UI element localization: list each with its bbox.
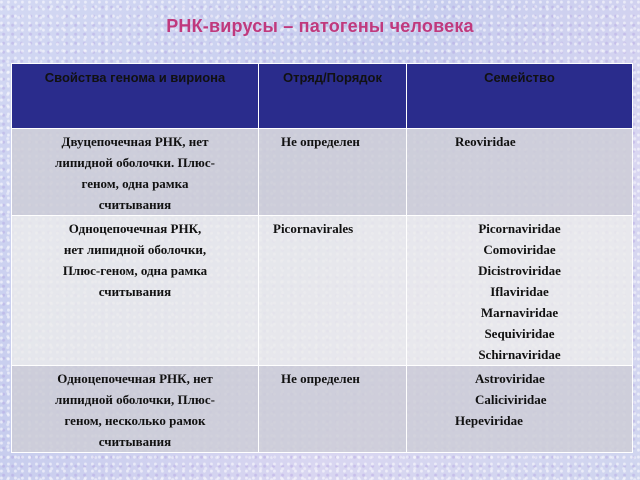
cell-family bbox=[407, 129, 633, 216]
text-line: считывания bbox=[98, 197, 172, 212]
cell-properties bbox=[12, 129, 259, 216]
order-value: Не определен bbox=[281, 134, 360, 149]
family-item: Picornaviridae bbox=[478, 221, 561, 236]
family-item: Reoviridae bbox=[455, 134, 516, 149]
order-value: Picornavirales bbox=[273, 221, 354, 236]
family-item: Sequiviridae bbox=[484, 326, 555, 341]
cell-order bbox=[259, 216, 407, 366]
family-item: Hepeviridae bbox=[455, 413, 523, 428]
text-line: липидной оболочки. Плюс- bbox=[55, 155, 215, 170]
cell-family bbox=[407, 216, 633, 366]
family-item: Iflaviridae bbox=[490, 284, 549, 299]
table-row bbox=[12, 216, 633, 366]
text-line: нет липидной оболочки, bbox=[63, 242, 207, 257]
text-line: Плюс-геном, одна рамка bbox=[62, 263, 208, 278]
text-line: липидной оболочки, Плюс- bbox=[55, 392, 215, 407]
virus-table bbox=[11, 63, 633, 453]
cell-order bbox=[259, 129, 407, 216]
order-value: Не определен bbox=[281, 371, 360, 386]
family-item: Marnaviridae bbox=[480, 305, 559, 320]
cell-family bbox=[407, 366, 633, 453]
cell-properties bbox=[12, 366, 259, 453]
table-header-row bbox=[12, 64, 633, 129]
header-properties: Свойства генома и вириона bbox=[12, 64, 259, 129]
cell-order bbox=[259, 366, 407, 453]
text-line: геном, одна рамка bbox=[81, 176, 189, 191]
family-item: Astroviridae bbox=[475, 371, 545, 386]
cell-properties bbox=[12, 216, 259, 366]
text-line: геном, несколько рамок bbox=[64, 413, 206, 428]
text-line: Одноцепочечная РНК, нет bbox=[57, 371, 213, 386]
text-line: Двуцепочечная РНК, нет bbox=[61, 134, 209, 149]
slide-title: РНК-вирусы – патогены человека bbox=[166, 16, 474, 36]
family-item: Schirnaviridae bbox=[478, 347, 561, 362]
header-order: Отряд/Порядок bbox=[259, 64, 407, 129]
header-family: Семейство bbox=[407, 64, 633, 129]
text-line: считывания bbox=[98, 284, 172, 299]
table-row bbox=[12, 366, 633, 453]
family-item: Comoviridae bbox=[483, 242, 556, 257]
family-item: Caliciviridae bbox=[475, 392, 547, 407]
table-row bbox=[12, 129, 633, 216]
family-item: Dicistroviridae bbox=[478, 263, 561, 278]
text-line: считывания bbox=[98, 434, 172, 449]
text-line: Одноцепочечная РНК, bbox=[68, 221, 202, 236]
